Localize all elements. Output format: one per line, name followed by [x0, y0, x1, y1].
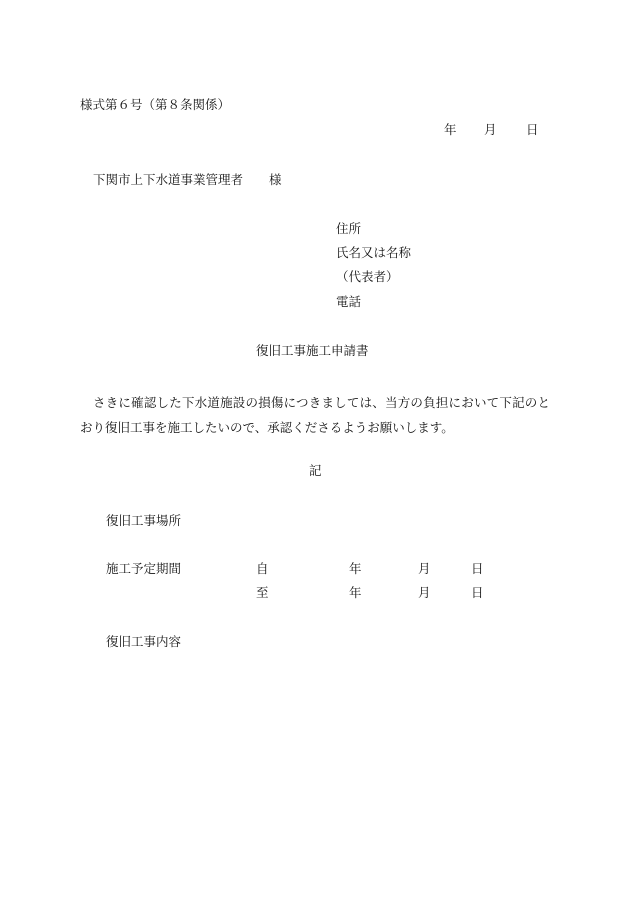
content-label: 復旧工事内容	[106, 634, 182, 649]
period-to-year-label: 年	[349, 585, 362, 600]
applicant-representative-label: （代表者）	[336, 269, 399, 284]
body-paragraph: さきに確認した下水道施設の損傷につきましては、当方の負担において下記のとおり復旧工事を施工したいので、承認くださるようお願いします。	[80, 395, 550, 435]
period-from-day-label: 日	[471, 561, 484, 576]
date-day-label: 日	[526, 122, 539, 137]
addressee-honorific: 様	[269, 172, 282, 187]
document-title: 復旧工事施工申請書	[256, 343, 369, 358]
period-to-day-label: 日	[471, 585, 484, 600]
date-year-label: 年	[444, 122, 457, 137]
site-label: 復旧工事場所	[106, 513, 182, 528]
period-to-marker: 至	[256, 585, 269, 600]
ki-heading: 記	[309, 463, 322, 478]
date-month-label: 月	[484, 122, 497, 137]
period-label: 施工予定期間	[106, 561, 182, 576]
applicant-phone-label: 電話	[336, 294, 362, 309]
period-from-marker: 自	[256, 561, 269, 576]
applicant-address-label: 住所	[336, 221, 362, 236]
addressee-name: 下関市上下水道事業管理者	[93, 172, 244, 187]
form-number: 様式第６号（第８条関係）	[80, 97, 231, 112]
applicant-name-label: 氏名又は名称	[336, 245, 412, 260]
period-from-month-label: 月	[418, 561, 431, 576]
period-from-year-label: 年	[349, 561, 362, 576]
period-to-month-label: 月	[418, 585, 431, 600]
